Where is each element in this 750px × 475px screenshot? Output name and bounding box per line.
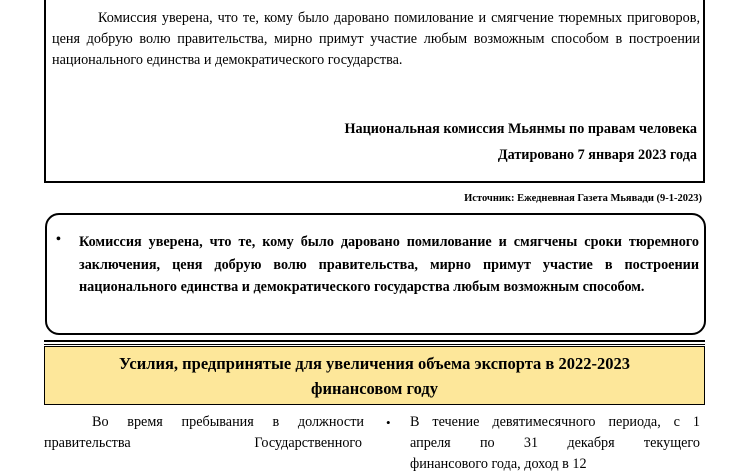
divider-thin (44, 344, 705, 345)
left-column-line-1: Во время пребывания в должности (92, 414, 364, 430)
right-column-bullet: • (386, 415, 391, 430)
statement-date: Датировано 7 января 2023 года (497, 147, 697, 163)
summary-box (45, 213, 706, 335)
section-heading-box (44, 346, 705, 405)
summary-bullet: • (56, 232, 61, 247)
divider-thick (44, 340, 705, 342)
right-column-line-3: финансового года, доход в 12 (410, 456, 587, 472)
summary-text: Комиссия уверена, что те, кому было даровано помилование и смягчены сроки тюремного заключения, ценя добрую волю правительства, мирно примут участие в построении национального единства и демократического государства любым возможным способом. (79, 234, 699, 295)
statement-box (44, 0, 705, 183)
right-column-line-2: апреля по 31 декабря текущего (410, 435, 700, 451)
right-column-line-1: В течение девятимесячного периода, с 1 (410, 414, 700, 430)
section-heading-line-1: Усилия, предпринятые для увеличения объема экспорта в 2022-2023 (119, 354, 630, 373)
source-credit: Источник: Ежедневная Газета Мьявади (9-1-2023) (464, 193, 702, 204)
statement-paragraph: Комиссия уверена, что те, кому было даровано помилование и смягчение тюремных приговоров, ценя добрую волю правительства, мирно примут участие любым возможным способом в построении национального единства и демократического государства. (52, 10, 700, 68)
section-heading-line-2: финансовом году (311, 379, 438, 398)
left-column-line-2: правительства Государственного (44, 435, 362, 451)
statement-signatory: Национальная комиссия Мьянмы по правам человека (344, 121, 697, 137)
